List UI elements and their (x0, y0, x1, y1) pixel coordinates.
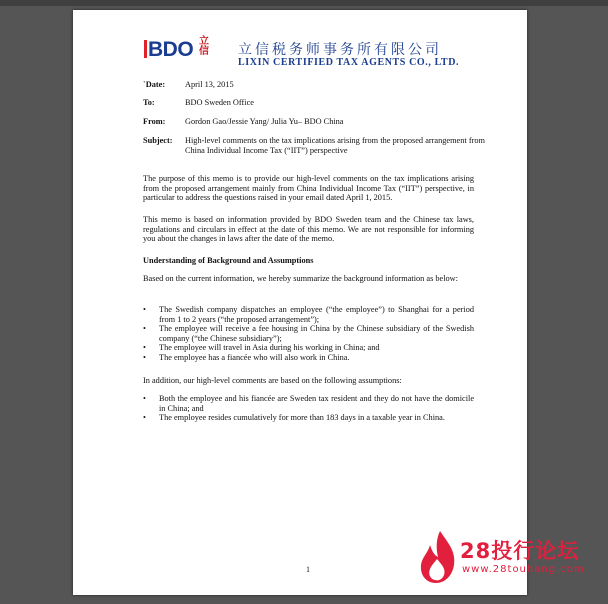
firm-name-english: LIXIN CERTIFIED TAX AGENTS CO., LTD. (238, 57, 460, 68)
bullet-icon: • (143, 324, 146, 334)
to-label: To: (143, 98, 155, 107)
date-value: April 13, 2015 (185, 80, 234, 89)
bullet-icon: • (143, 305, 146, 314)
watermark-title: 28投行论坛 (460, 539, 580, 563)
section-heading: Understanding of Background and Assumptions (143, 256, 314, 265)
list-item-text: The employee has a fiancée who will also work in China. (159, 352, 350, 362)
list-item-text: The employee resides cumulatively for more than 183 days in a taxable year in China. (159, 413, 445, 423)
from-label: From: (143, 117, 166, 126)
bullet-icon: • (143, 394, 146, 403)
subject-label: Subject: (143, 136, 173, 145)
date-label: `Date: (143, 80, 166, 89)
paragraph-purpose: The purpose of this memo is to provide our high-level comments on the tax implications arising from the proposed arrangement mainly from China Individual Income Tax (“IIT”) perspective, in particular to address the questions raised in your email dated April 1, 2015. (143, 174, 474, 203)
logo-bar-icon (144, 40, 147, 58)
paragraph-basis: This memo is based on information provided by BDO Sweden team and the Chinese tax laws, regulations and circulars in effect at the date of this memo. We are not responsible for informing you about the changes in laws after the date of the memo. (143, 215, 474, 244)
background-list (143, 305, 474, 363)
bullet-icon: • (143, 352, 146, 362)
paragraph-assumptions-intro: In addition, our high-level comments are based on the following assumptions: (143, 376, 402, 385)
lixin-logo-mark: 立信 (199, 36, 209, 57)
from-value: Gordon Gao/Jessie Yang/ Julia Yu– BDO China (185, 117, 344, 126)
bullet-icon: • (143, 343, 146, 353)
document-page (73, 10, 527, 595)
list-item (143, 324, 474, 343)
list-item-text: The employee will receive a fee housing in China by the Chinese subsidiary of the Swedish company (“the Chinese subsidiary”); (159, 324, 474, 343)
list-item-text: The Swedish company dispatches an employee (“the employee”) to Shanghai for a period from 1 to 2 years (“the proposed arrangement”); (159, 305, 474, 324)
list-item (143, 413, 474, 423)
flame-logo-icon (418, 529, 458, 585)
watermark-url: www.28touhang.com (462, 564, 585, 575)
firm-name-chinese: 立信税务师事务所有限公司 (238, 42, 442, 58)
bullet-icon: • (143, 413, 146, 423)
list-item (143, 353, 474, 363)
list-item-text: The employee will travel in Asia during his working in China; and (159, 343, 380, 353)
paragraph-summary-intro: Based on the current information, we hereby summarize the background information as below: (143, 274, 458, 283)
logo-text: BDO (148, 38, 194, 61)
list-item (143, 305, 474, 324)
to-value: BDO Sweden Office (185, 98, 254, 107)
list-item (143, 394, 474, 413)
bdo-logo (144, 38, 193, 62)
letterhead (144, 38, 464, 72)
assumptions-list (143, 394, 474, 423)
list-item-text: Both the employee and his fiancée are Sweden tax resident and they do not have the domicile in China; and (159, 394, 474, 413)
page-number: 1 (306, 565, 310, 574)
list-item (143, 343, 474, 353)
viewer-toolbar-strip (0, 0, 608, 6)
forum-watermark (410, 529, 600, 589)
subject-value: High-level comments on the tax implications arising from the proposed arrangement from China Individual Income Tax (“IIT”) perspective (185, 136, 485, 155)
